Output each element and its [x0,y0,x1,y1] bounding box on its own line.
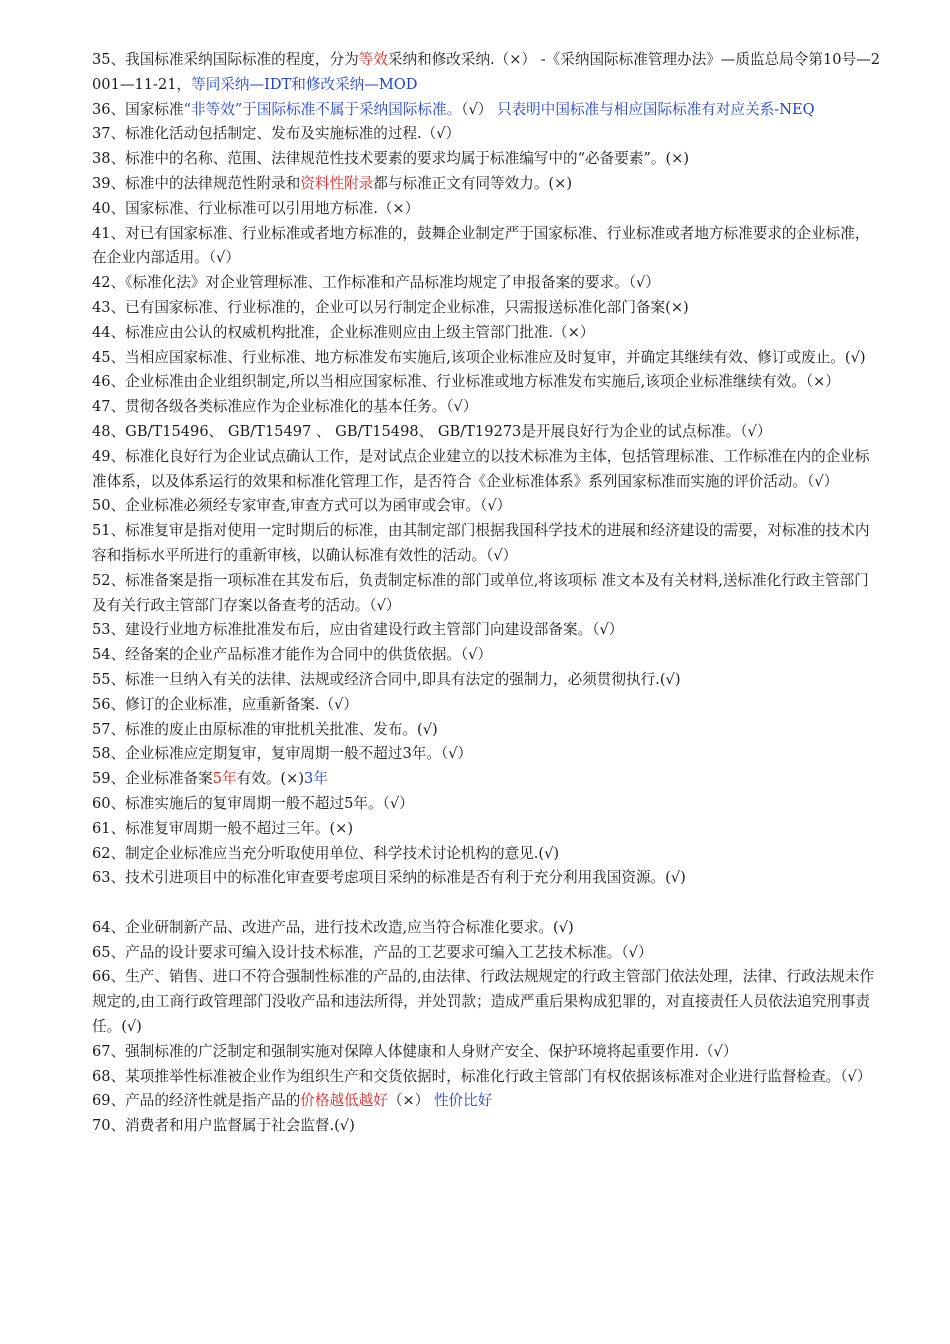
question-item [92,222,882,272]
question-item [92,296,882,321]
statement-text: 70、消费者和用户监督属于社会监督.(√) [92,1117,355,1135]
statement-text: 53、建设行业地方标准批准发布后，应由省建设行政主管部门向建设部备案。（√） [92,621,624,639]
question-item [92,48,882,98]
question-item [92,842,882,867]
question-item [92,346,882,371]
statement-text: 58、企业标准应定期复审，复审周期一般不超过3年。（√） [92,745,473,763]
question-item [92,742,882,767]
annotation-text: 性价比好 [433,1092,493,1110]
highlighted-text: 价格越低越好 [300,1092,388,1110]
statement-text: 42、《标准化法》对企业管理标准、工作标准和产品标准均规定了申报备案的要求。（√） [92,274,660,292]
statement-text: 56、修订的企业标准，应重新备案.（√） [92,695,359,713]
statement-text: 有效。(×) [236,770,305,788]
question-item [92,1040,882,1065]
statement-text: 46、企业标准由企业组织制定,所以当相应国家标准、行业标准或地方标准发布实施后,该项企业标准继续有效。（×） [92,373,840,391]
annotation-text: 3年 [304,770,328,788]
question-item [92,643,882,668]
statement-text: 68、某项推举性标准被企业作为组织生产和交货依据时，标准化行政主管部门有权依据该标准对企业进行监督检查。（√） [92,1067,872,1085]
question-item [92,965,882,1039]
statement-text: （√） [461,100,493,118]
blank-line [92,891,882,916]
statement-text: 40、国家标准、行业标准可以引用地方标准.（×） [92,199,420,217]
highlighted-text: 等效 [358,51,388,68]
highlighted-text: 资料性附录 [300,174,374,192]
statement-text: 55、标准一旦纳入有关的法律、法规或经济合同中,即具有法定的强制力，必须贯彻执行.(√) [92,670,681,688]
document-body [92,48,882,1139]
statement-text: 44、标准应由公认的权威机构批准，企业标准则应由上级主管部门批准.（×） [92,323,595,341]
statement-text: 60、标准实施后的复审周期一般不超过5年。（√） [92,794,414,812]
question-item [92,817,882,842]
question-item [92,693,882,718]
statement-text: 49、标准化良好行为企业试点确认工作，是对试点企业建立的以技术标准为主体，包括管理标准、工作标准在内的企业标准体系，以及体系运行的效果和标准化管理工作，是否符合《企业标准体系》系列国家标准而实施的评价活动。（√） [92,447,870,490]
question-item [92,445,882,495]
question-item [92,395,882,420]
question-item [92,792,882,817]
statement-text: 37、标准化活动包括制定、发布及实施标准的过程.（√） [92,125,461,143]
question-item [92,271,882,296]
question-item [92,420,882,445]
question-item [92,147,882,172]
statement-text: 39、标准中的法律规范性附录和 [92,174,301,192]
question-item [92,916,882,941]
question-item [92,1089,882,1114]
question-item [92,866,882,891]
statement-text: 45、当相应国家标准、行业标准、地方标准发布实施后,该项企业标准应及时复审，并确定其继续有效、修订或废止。(√) [92,348,866,366]
statement-text: 63、技术引进项目中的标准化审查要考虑项目采纳的标准是否有利于充分利用我国资源。(√) [92,869,686,887]
statement-text: 52、标准备案是指一项标准在其发布后，负责制定标准的部门或单位,将该项标 准文本及有关材料,送标准化行政主管部门及有关行政主管部门存案以备查考的活动。（√） [92,571,869,614]
question-item [92,172,882,197]
question-item [92,718,882,743]
statement-text: 38、标准中的名称、范围、法律规范性技术要素的要求均属于标准编写中的“必备要素”。(×) [92,150,690,168]
statement-text: 59、企业标准备案 [92,770,213,788]
question-item [92,1114,882,1139]
highlighted-text: 5年 [212,770,237,788]
annotation-text: 只表明中国标准与相应国际标准有对应关系-NEQ [492,100,815,118]
statement-text: （×） [387,1092,434,1110]
statement-text: 54、经备案的企业产品标准才能作为合同中的供货依据。（√） [92,646,493,664]
statement-text: 67、强制标准的广泛制定和强制实施对保障人体健康和人身财产安全、保护环境将起重要作用.（√） [92,1042,738,1060]
statement-text: 66、生产、销售、进口不符合强制性标准的产品的,由法律、行政法规规定的行政主管部门依法处理，法律、行政法规未作规定的,由工商行政管理部门没收产品和违法所得，并处罚款；造成严重后果构成犯罪的，对直接责任人员依法追究刑事责任。(√) [92,968,875,1036]
question-item [92,370,882,395]
statement-text: 采纳和修改采纳.（×） -《采纳国际标准管理办法》—质监总局令第10号—2001—11-21， [92,51,880,93]
annotation-text: “非等效”于国际标准不属于采纳国际标准。 [183,100,462,118]
question-item [92,197,882,222]
question-item [92,519,882,569]
statement-text: 69、产品的经济性就是指产品的 [92,1092,301,1110]
question-item [92,321,882,346]
statement-text: 43、已有国家标准、行业标准的，企业可以另行制定企业标准，只需报送标准化部门备案(×) [92,298,689,316]
statement-text: 都与标准正文有同等效力。(×) [373,174,573,192]
statement-text: 36、国家标准 [92,100,184,118]
statement-text: 65、产品的设计要求可编入设计技术标准，产品的工艺要求可编入工艺技术标准。（√） [92,943,653,961]
question-item [92,98,882,123]
statement-text: 41、对已有国家标准、行业标准或者地方标准的，鼓舞企业制定严于国家标准、行业标准或者地方标准要求的企业标准，在企业内部适用。（√） [92,224,870,267]
question-item [92,1065,882,1090]
statement-text: 47、贯彻各级各类标准应作为企业标准化的基本任务。（√） [92,398,478,416]
statement-text: 62、制定企业标准应当充分听取使用单位、科学技术讨论机构的意见.(√) [92,844,560,862]
statement-text: 48、GB/T15496、 GB/T15497 、 GB/T15498、 GB/T19273是开展良好行为企业的试点标准。（√） [92,422,772,440]
question-item [92,941,882,966]
question-item [92,668,882,693]
question-item [92,494,882,519]
question-item [92,618,882,643]
statement-text: 64、企业研制新产品、改进产品，进行技术改造,应当符合标准化要求。(√) [92,918,574,936]
statement-text: 35、我国标准采纳国际标准的程度，分为 [92,51,359,68]
question-item [92,122,882,147]
statement-text: 57、标准的废止由原标准的审批机关批准、发布。(√) [92,720,438,738]
question-item [92,569,882,619]
statement-text: 61、标准复审周期一般不超过三年。(×) [92,819,354,837]
question-item [92,767,882,792]
annotation-text: 等同采纳—IDT和修改采纳—MOD [191,75,418,93]
statement-text: 50、企业标准必须经专家审查,审查方式可以为函审或会审。（√） [92,497,512,515]
statement-text: 51、标准复审是指对使用一定时期后的标准，由其制定部门根据我国科学技术的进展和经济建设的需要，对标准的技术内容和指标水平所进行的重新审核，以确认标准有效性的活动。（√） [92,522,870,564]
